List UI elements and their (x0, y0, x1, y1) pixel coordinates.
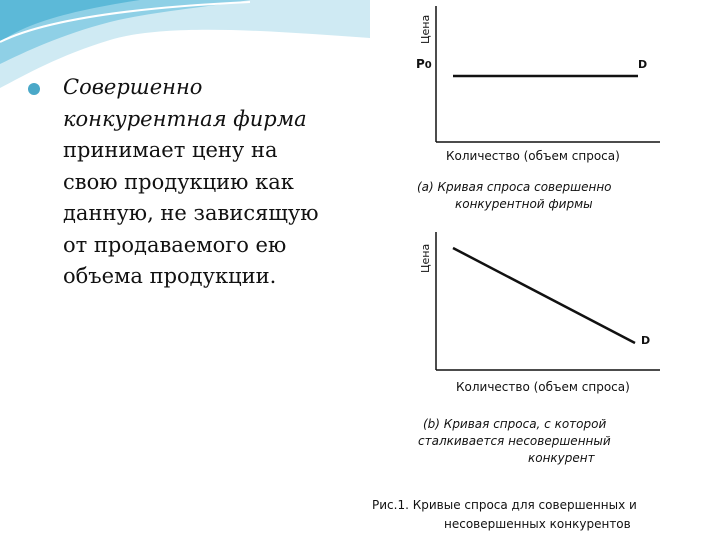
figure-caption-line-1: Рис.1. Кривые спроса для совершенных и (372, 498, 637, 512)
panel-b-curve-label: D (641, 334, 651, 347)
demand-curves-figure (360, 0, 720, 540)
bullet-dot-icon (28, 83, 40, 95)
figure-caption-line-2: несовершенных конкурентов (444, 517, 631, 531)
panel-b-caption-line-3: конкурент (528, 451, 595, 465)
bullet-text (63, 72, 326, 293)
panel-b-chart (418, 232, 660, 465)
panel-a-chart (416, 6, 660, 211)
bullet-regular-text: принимает цену на свою продукцию как данную, не зависящую от продаваемого ею объема продукции. (63, 138, 319, 288)
panel-a-price-label: P0 (416, 57, 432, 71)
bullet-item (26, 72, 326, 293)
panel-b-y-axis-label: Цена (419, 243, 432, 273)
panel-a-y-axis-label: Цена (419, 14, 432, 44)
panel-b-caption-line-1: (b) Кривая спроса, с которой (423, 417, 607, 431)
panel-b-demand-line (453, 248, 635, 343)
panel-a-x-axis-label: Количество (объем спроса) (446, 149, 620, 163)
panel-a-caption-line-2: конкурентной фирмы (455, 197, 593, 211)
panel-a-curve-label: D (638, 58, 648, 71)
panel-b-x-axis-label: Количество (объем спроса) (456, 380, 630, 394)
bullet-italic-text: Совершенно конкурентная фирма (63, 75, 307, 131)
panel-a-caption-line-1: (a) Кривая спроса совершенно (417, 180, 612, 194)
panel-b-caption-line-2: сталкивается несовершенный (418, 434, 611, 448)
